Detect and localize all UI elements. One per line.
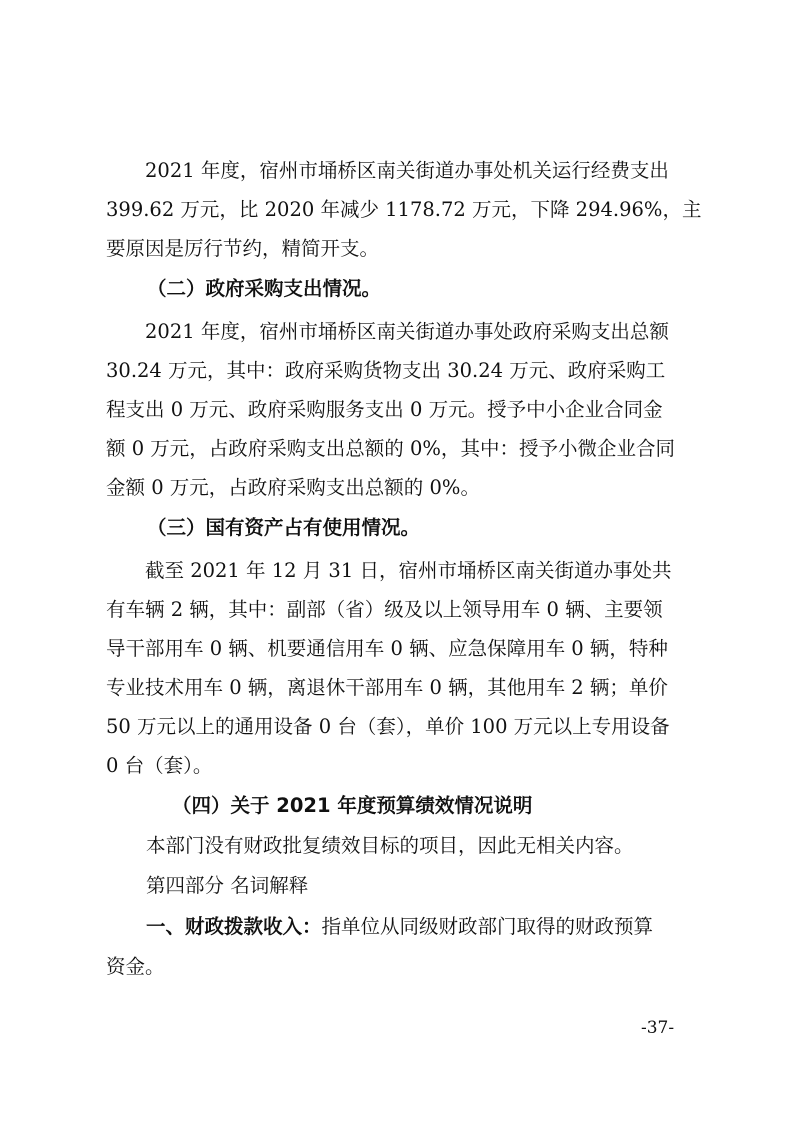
section-heading-3: （三）国有资产占有使用情况。 xyxy=(147,516,421,539)
definition-text: 指单位从同级财政部门取得的财政预算 xyxy=(321,915,654,938)
paragraph-line-3: 要原因是厉行节约，精简开支。 xyxy=(106,237,380,260)
paragraph-line-12: 专业技术用车 0 辆，离退休干部用车 0 辆，其他用车 2 辆；单价 xyxy=(106,676,668,699)
paragraph-line-1: 2021 年度，宿州市埇桥区南关街道办事处机关运行经费支出 xyxy=(145,159,669,182)
part-heading: 第四部分 名词解释 xyxy=(146,874,309,897)
page-number: -37- xyxy=(641,1018,675,1038)
paragraph-line-5: 30.24 万元，其中：政府采购货物支出 30.24 万元、政府采购工 xyxy=(106,359,666,382)
paragraph-line-11: 导干部用车 0 辆、机要通信用车 0 辆、应急保障用车 0 辆，特种 xyxy=(106,637,668,660)
section-heading-2: （二）政府采购支出情况。 xyxy=(147,277,382,300)
definition-term: 一、财政拨款收入： xyxy=(146,915,322,938)
paragraph-line-9: 截至 2021 年 12 月 31 日，宿州市埇桥区南关街道办事处共 xyxy=(145,559,672,582)
paragraph-line-6: 程支出 0 万元、政府采购服务支出 0 万元。授予中小企业合同金 xyxy=(106,398,663,421)
definition-line xyxy=(146,914,653,940)
paragraph-line-15: 本部门没有财政批复绩效目标的项目，因此无相关内容。 xyxy=(146,834,634,857)
paragraph-line-14: 0 台（套）。 xyxy=(106,754,213,777)
paragraph-line-7: 额 0 万元，占政府采购支出总额的 0%，其中：授予小微企业合同 xyxy=(106,437,675,460)
section-heading-4: （四）关于 2021 年度预算绩效情况说明 xyxy=(172,794,533,817)
paragraph-line-8: 金额 0 万元，占政府采购支出总额的 0%。 xyxy=(106,476,480,499)
paragraph-line-2: 399.62 万元，比 2020 年减少 1178.72 万元，下降 294.96%，主 xyxy=(106,198,702,221)
paragraph-line-4: 2021 年度，宿州市埇桥区南关街道办事处政府采购支出总额 xyxy=(145,320,669,343)
definition-continuation: 资金。 xyxy=(106,955,165,978)
paragraph-line-10: 有车辆 2 辆，其中：副部（省）级及以上领导用车 0 辆、主要领 xyxy=(106,598,663,621)
paragraph-line-13: 50 万元以上的通用设备 0 台（套），单价 100 万元以上专用设备 xyxy=(106,715,670,738)
